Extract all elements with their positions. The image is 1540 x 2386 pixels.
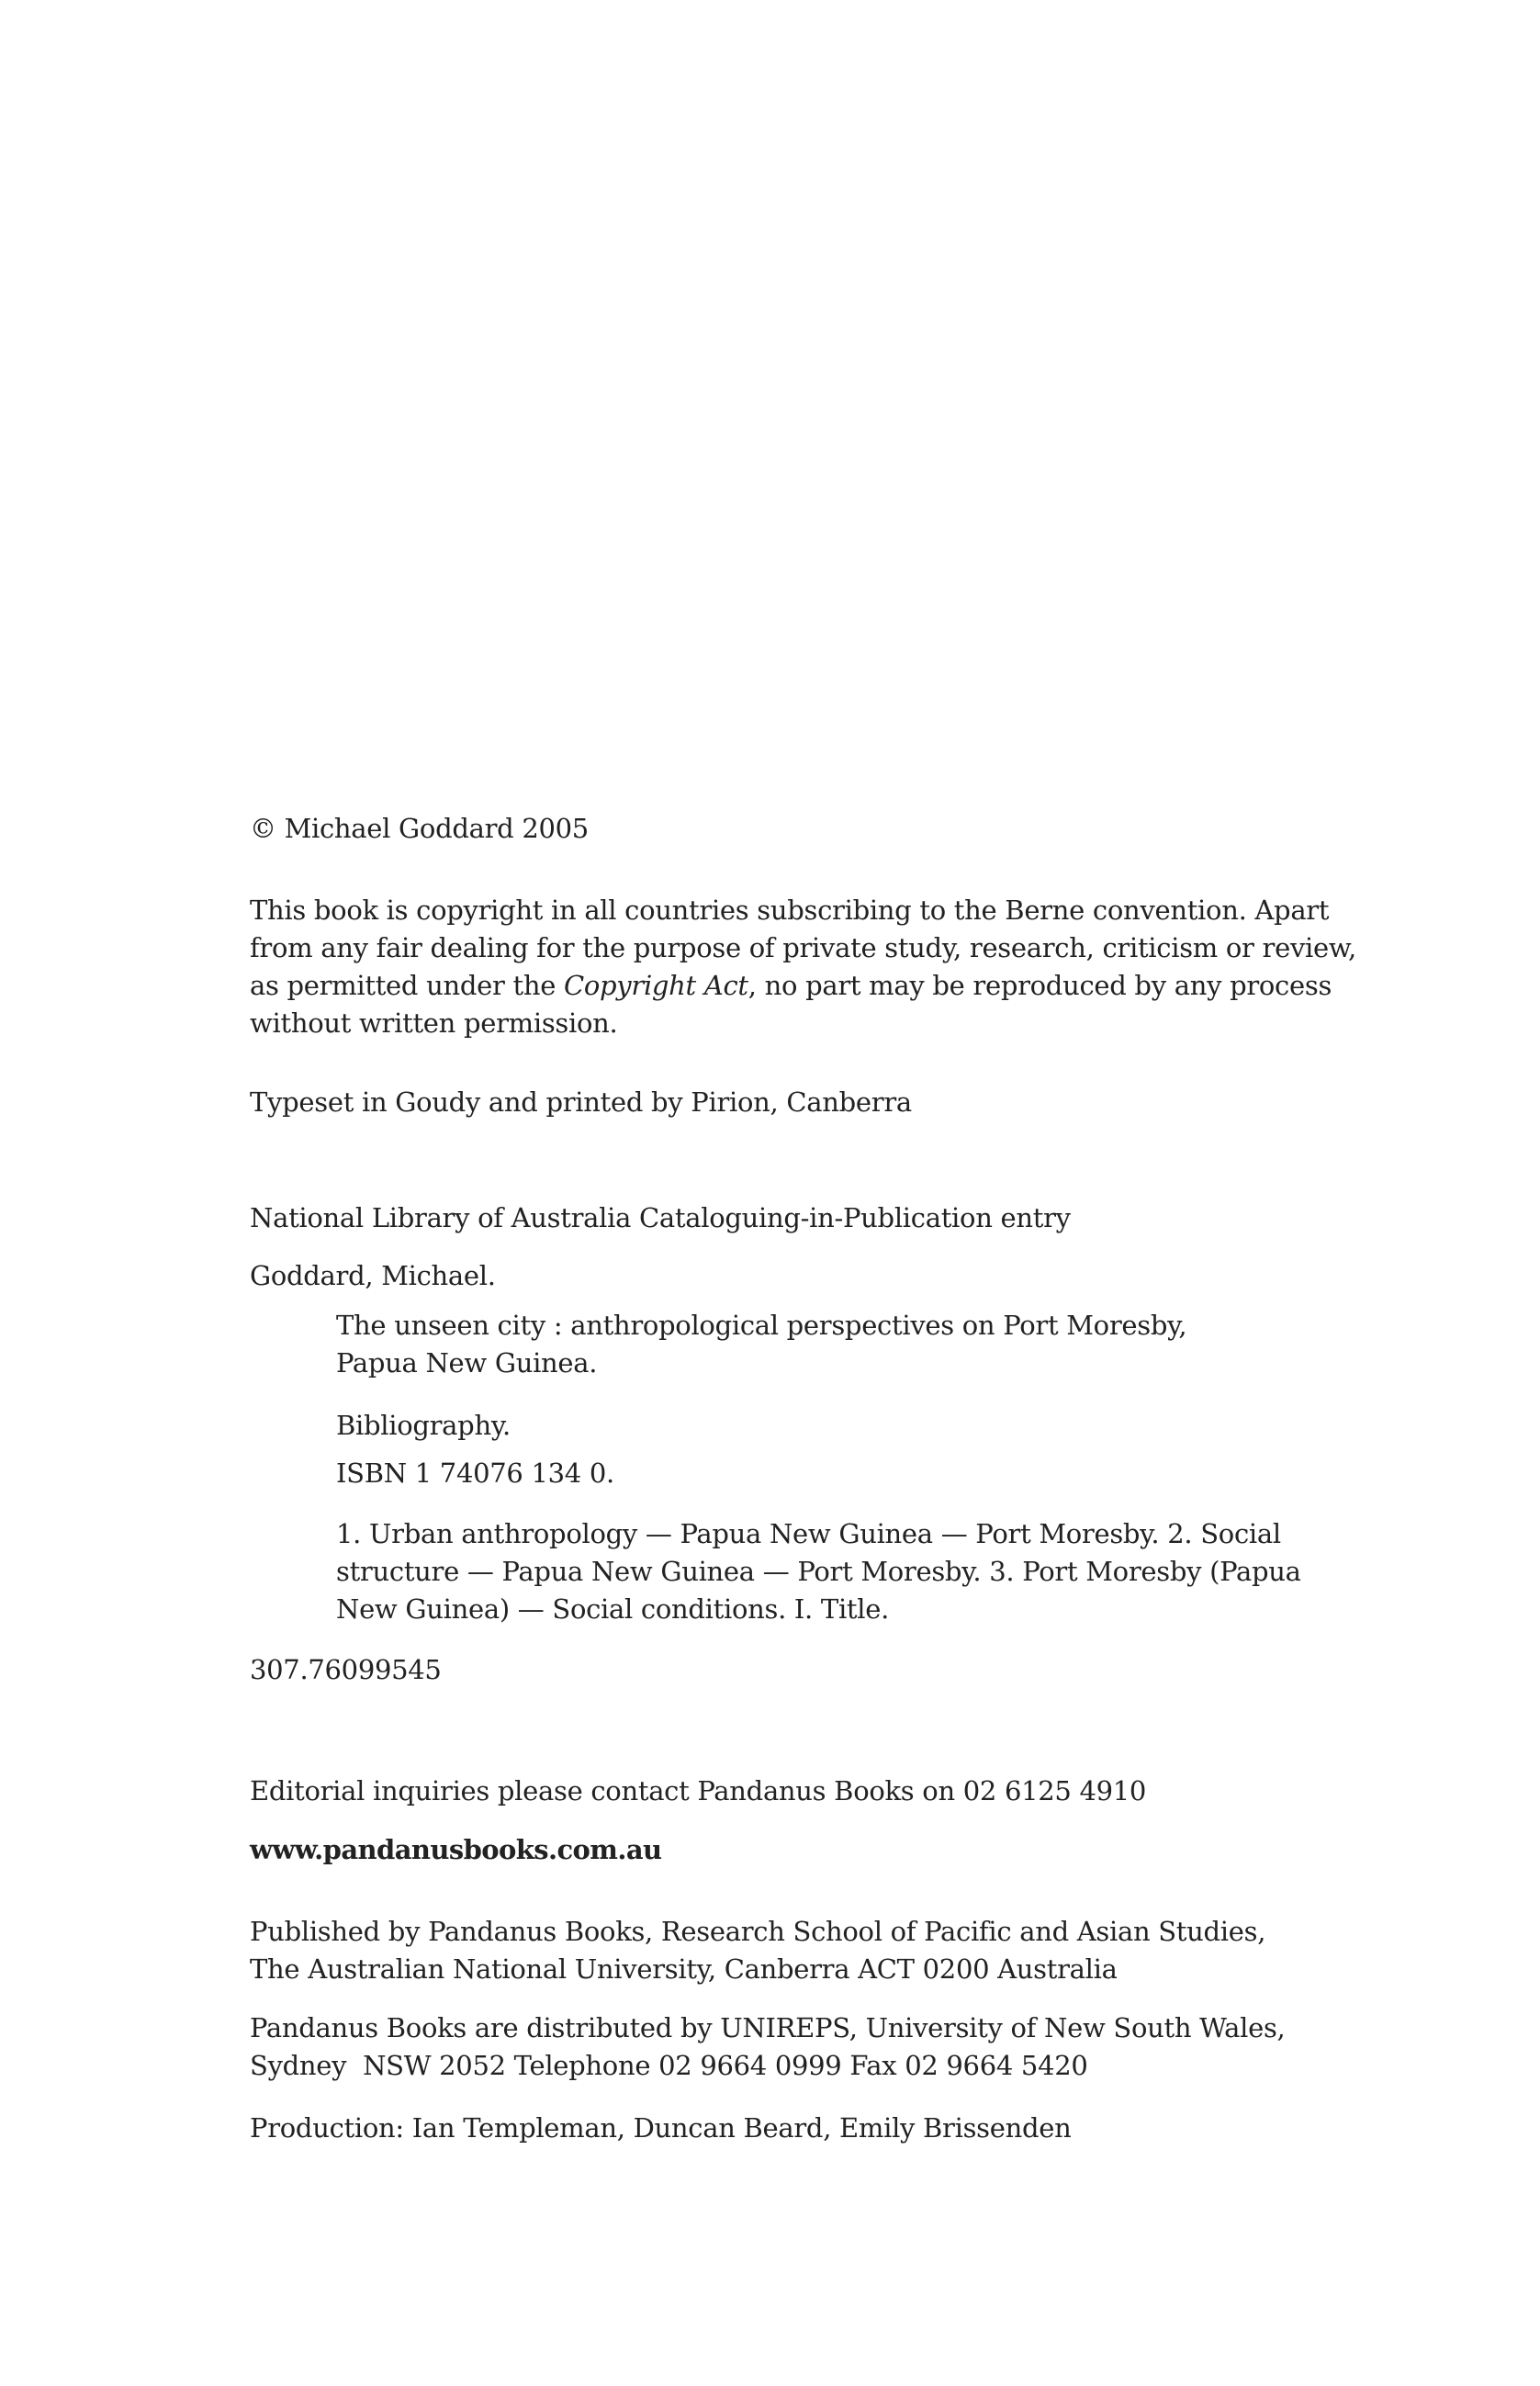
cip-author: Goddard, Michael. xyxy=(250,1260,496,1291)
copyright-text-line-1: This book is copyright in all countries subscribing to the Berne convention. Apart xyxy=(250,895,1330,926)
copyright-notice: © Michael Goddard 2005 xyxy=(250,813,589,844)
cip-dewey-number: 307.76099545 xyxy=(250,1654,442,1685)
copyright-text-line-2: from any fair dealing for the purpose of private study, research, criticism or review, xyxy=(250,932,1356,963)
distributor-line-2: Sydney NSW 2052 Telephone 02 9664 0999 Fax 02 9664 5420 xyxy=(250,2050,1088,2081)
copyright-text-line-4: without written permission. xyxy=(250,1007,618,1039)
copyright-text-line-3 xyxy=(250,967,1332,1005)
cip-subject-line-2: structure — Papua New Guinea — Port Moresby. 3. Port Moresby (Papua xyxy=(336,1556,1301,1587)
editorial-inquiries: Editorial inquiries please contact Pandanus Books on 02 6125 4910 xyxy=(250,1775,1147,1806)
publisher-line-1: Published by Pandanus Books, Research School of Pacific and Asian Studies, xyxy=(250,1916,1266,1947)
cip-isbn: ISBN 1 74076 134 0. xyxy=(336,1457,614,1489)
typeset-statement: Typeset in Goudy and printed by Pirion, Canberra xyxy=(250,1086,912,1118)
copyright-text-suffix: , no part may be reproduced by any process xyxy=(748,970,1332,1001)
cip-title-line-1: The unseen city : anthropological perspectives on Port Moresby, xyxy=(336,1310,1187,1341)
cip-heading: National Library of Australia Cataloguing-in-Publication entry xyxy=(250,1202,1071,1233)
cip-subject-line-3: New Guinea) — Social conditions. I. Title. xyxy=(336,1593,890,1625)
website-link[interactable]: www.pandanusbooks.com.au xyxy=(250,1834,662,1865)
distributor-line-1: Pandanus Books are distributed by UNIREPS, University of New South Wales, xyxy=(250,2012,1286,2043)
cip-subject-line-1: 1. Urban anthropology — Papua New Guinea — Port Moresby. 2. Social xyxy=(336,1518,1281,1549)
publisher-line-2: The Australian National University, Canberra ACT 0200 Australia xyxy=(250,1953,1118,1985)
production-credits: Production: Ian Templeman, Duncan Beard, Emily Brissenden xyxy=(250,2112,1072,2144)
copyright-text-prefix: as permitted under the xyxy=(250,970,564,1001)
cip-bibliography: Bibliography. xyxy=(336,1410,511,1441)
cip-title-line-2: Papua New Guinea. xyxy=(336,1347,598,1379)
copyright-act-title: Copyright Act xyxy=(563,970,748,1001)
